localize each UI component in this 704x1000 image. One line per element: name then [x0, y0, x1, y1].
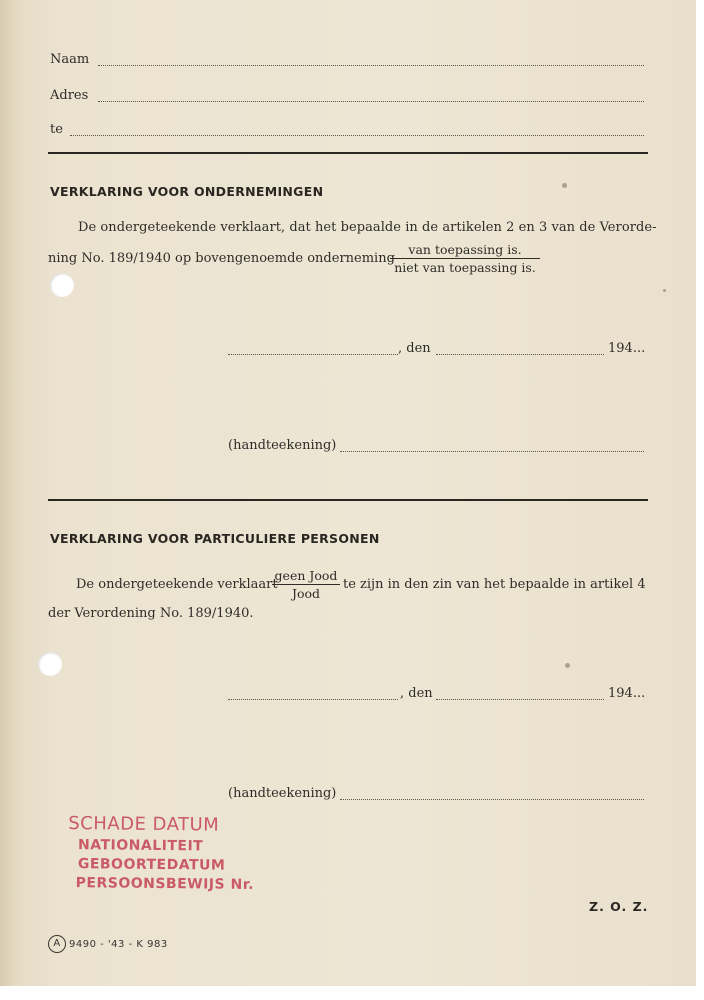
option-jewish[interactable]: Jood: [291, 586, 321, 601]
private-signature-label: (handteekening): [228, 786, 337, 801]
paper-speck: [565, 663, 570, 668]
fraction-bar: [272, 584, 340, 585]
companies-signature-field[interactable]: [340, 451, 644, 452]
printer-logo-icon: A: [48, 935, 66, 953]
stamp-line-1: SCHADE DATUM: [68, 813, 220, 836]
companies-signature-label: (handteekening): [228, 438, 337, 453]
rubber-stamp: [68, 813, 255, 893]
companies-applicability-fraction: [390, 242, 540, 275]
option-applicable[interactable]: van toepassing is.: [408, 242, 522, 257]
name-label: Naam: [50, 52, 90, 67]
stamp-line-3: GEBOORTEDATUM: [77, 856, 226, 874]
place-label: te: [50, 122, 63, 137]
private-status-fraction: [272, 568, 340, 601]
section-divider-top: [48, 152, 648, 154]
private-text-suffix: te zijn in den zin van het bepaalde in artikel 4: [343, 577, 646, 592]
address-label: Adres: [50, 88, 89, 103]
companies-text-line1: De ondergeteekende verklaart, dat het bepaalde in de artikelen 2 en 3 van de Verorde-: [78, 220, 657, 235]
stamp-line-2: NATIONALITEIT: [77, 837, 204, 855]
print-code: [48, 935, 168, 953]
companies-heading: VERKLARING VOOR ONDERNEMINGEN: [50, 184, 324, 199]
punch-hole-bottom: [38, 652, 62, 676]
private-signature-field[interactable]: [340, 799, 644, 800]
print-code-text: 9490 - '43 - K 983: [69, 939, 168, 950]
paper-speck: [663, 289, 666, 292]
stamp-line-4: PERSOONSBEWIJS Nr.: [75, 875, 255, 893]
companies-date-connector: , den: [398, 341, 431, 356]
place-field[interactable]: [70, 135, 644, 136]
companies-year: 194...: [608, 341, 646, 356]
section-divider-middle: [48, 499, 648, 501]
companies-text-line2: ning No. 189/1940 op bovengenoemde onderneming: [48, 251, 395, 266]
private-year: 194...: [608, 686, 646, 701]
name-field[interactable]: [98, 65, 644, 66]
companies-place-field[interactable]: [228, 354, 398, 355]
punch-hole-top: [50, 273, 74, 297]
paper-speck: [562, 183, 567, 188]
private-text-line2: der Verordening No. 189/1940.: [48, 606, 254, 621]
companies-date-field[interactable]: [436, 354, 604, 355]
address-field[interactable]: [98, 101, 644, 102]
private-date-connector: , den: [400, 686, 433, 701]
private-date-field[interactable]: [436, 699, 604, 700]
option-not-applicable[interactable]: niet van toepassing is.: [394, 260, 536, 275]
private-text-prefix: De ondergeteekende verklaart: [76, 577, 278, 592]
option-not-jewish[interactable]: geen Jood: [274, 568, 338, 583]
turn-over-note: Z. O. Z.: [589, 899, 649, 914]
private-place-field[interactable]: [228, 699, 398, 700]
private-heading: VERKLARING VOOR PARTICULIERE PERSONEN: [50, 531, 380, 546]
fraction-bar: [390, 258, 540, 259]
